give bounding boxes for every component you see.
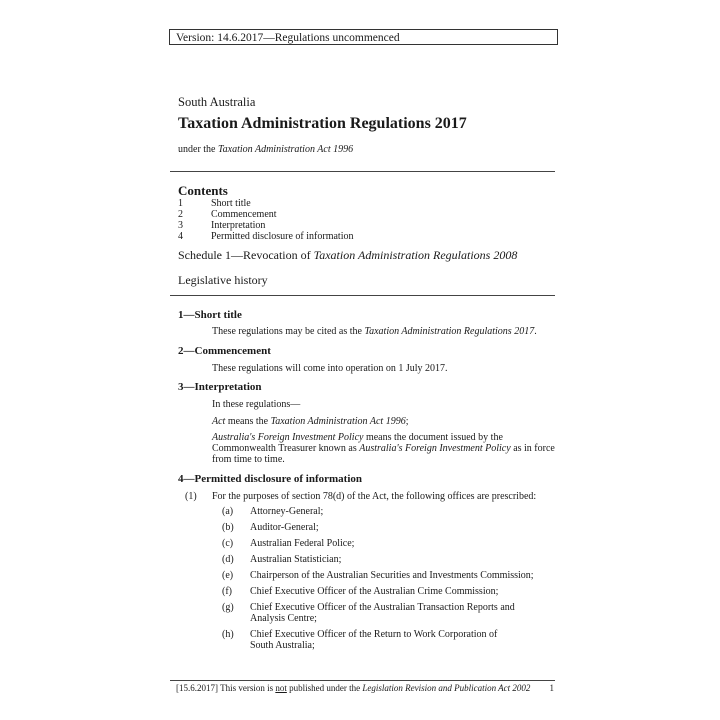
prescribed-offices-list [222,506,552,651]
definition-act: Act means the Taxation Administration Act 1996; [212,416,409,427]
contents-schedule-1[interactable]: Schedule 1—Revocation of Taxation Administration Regulations 2008 [178,248,518,262]
section-heading-permitted-disclosure: 4—Permitted disclosure of information [178,473,363,485]
list-item: (c) Australian Federal Police; [222,538,355,549]
list-item: (g) Chief Executive Officer of the Australian Transaction Reports and Analysis Centre; [222,602,515,624]
section-heading-commencement: 2—Commencement [178,345,271,357]
list-item: (f) Chief Executive Officer of the Australian Crime Commission; [222,586,499,597]
contents-list [178,198,353,242]
divider [170,171,555,172]
footer-note: [15.6.2017] This version is not published under the Legislation Revision and Publication Act 2002 [176,683,531,693]
footer-divider [170,680,555,681]
contents-item[interactable]: 1 Short title [178,198,251,209]
section-heading-interpretation: 3—Interpretation [178,381,262,393]
page-number: 1 [549,683,554,693]
divider [170,295,555,296]
section-heading-short-title: 1—Short title [178,309,242,321]
list-item: (d) Australian Statistician; [222,554,342,565]
list-item: (e) Chairperson of the Australian Securities and Investments Commission; [222,570,534,581]
section-2-text: These regulations will come into operation on 1 July 2017. [212,363,448,374]
jurisdiction-label: South Australia [178,95,256,109]
subsection-1: (1) For the purposes of section 78(d) of the Act, the following offices are prescribed: [185,491,537,502]
contents-item[interactable]: 3 Interpretation [178,220,266,231]
contents-heading: Contents [178,183,228,198]
version-banner: Version: 14.6.2017—Regulations uncommenced [169,29,558,45]
list-item: (b) Auditor-General; [222,522,319,533]
definition-foreign-investment-policy: Australia's Foreign Investment Policy means the document issued by the Commonwealth Treasurer known as Australia's Foreign Investment Policy as in force from time to time. [212,432,555,465]
contents-item[interactable]: 4 Permitted disclosure of information [178,231,354,242]
interpretation-intro: In these regulations— [212,399,301,410]
page-footer [176,683,554,693]
list-item: (h) Chief Executive Officer of the Return to Work Corporation of South Australia; [222,629,498,651]
list-item: (a) Attorney-General; [222,506,324,517]
contents-legislative-history[interactable]: Legislative history [178,273,268,287]
enabling-act-line: under the Taxation Administration Act 1996 [178,144,354,155]
section-1-text: These regulations may be cited as the Taxation Administration Regulations 2017. [212,326,537,337]
contents-item[interactable]: 2 Commencement [178,209,277,220]
regulation-title: Taxation Administration Regulations 2017 [178,115,467,132]
